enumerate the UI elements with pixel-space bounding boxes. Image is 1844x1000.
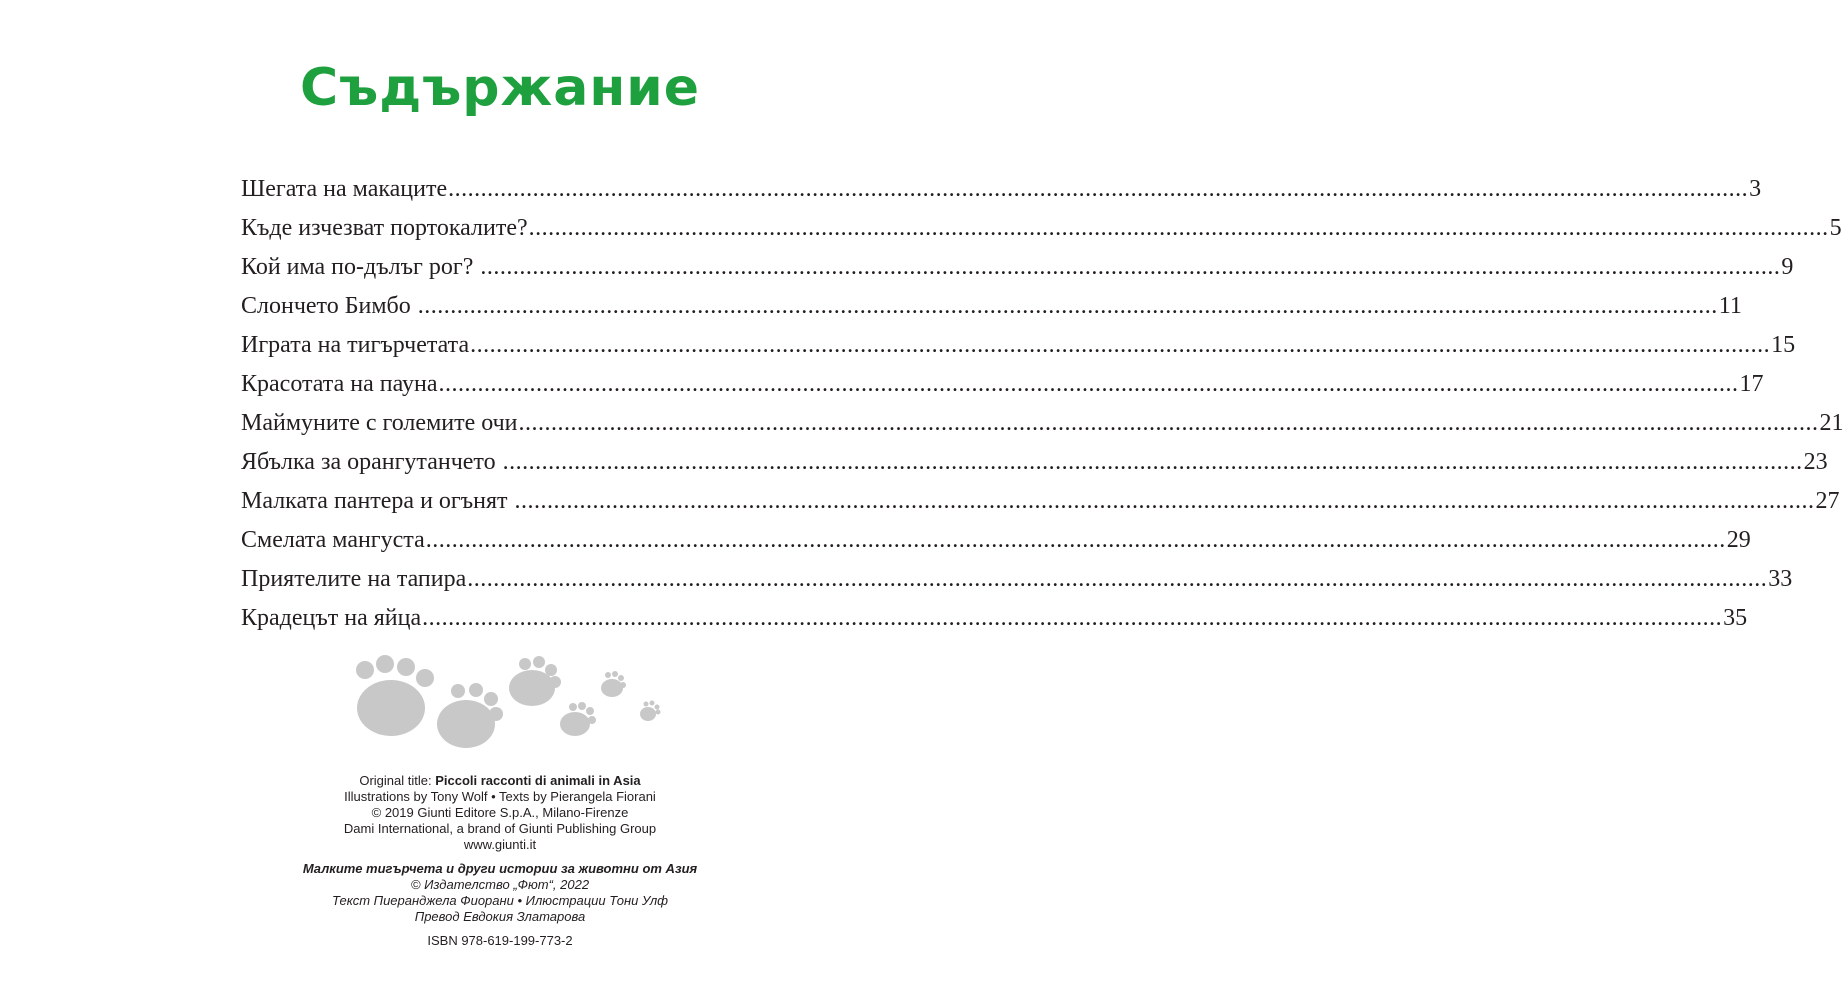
toc-entry <box>241 248 1794 287</box>
toc-entry-page: 21 <box>1819 410 1844 436</box>
toc-leader-dots: ........................................................................................................................................................................................................ <box>467 566 1768 592</box>
toc-leader-dots: ........................................................................................................................................................................................................ <box>470 332 1771 358</box>
toc-leader-dots: ........................................................................................................................................................................................................ <box>518 410 1819 436</box>
original-title-label: Original title: <box>359 773 436 788</box>
toc-entry <box>241 365 1764 404</box>
toc-entry-title: Ябълка за орангутанчето <box>241 449 502 475</box>
toc-entry-page: 5 <box>1829 215 1842 241</box>
page-title: Съдържание <box>300 58 700 118</box>
toc-entry <box>241 521 1751 560</box>
toc-leader-dots: ........................................................................................................................................................................................................ <box>448 176 1749 202</box>
toc-entry-page: 29 <box>1726 527 1751 553</box>
toc-entry <box>241 287 1742 326</box>
toc-entry <box>241 170 1762 209</box>
toc-entry <box>241 404 1844 443</box>
toc-entry-page: 35 <box>1723 605 1748 631</box>
toc-entry-page: 27 <box>1815 488 1840 514</box>
table-of-contents <box>241 170 1844 638</box>
toc-leader-dots: ........................................................................................................................................................................................................ <box>425 527 1726 553</box>
toc-entry-title: Слончето Бимбо <box>241 293 417 319</box>
toc-entry-page: 3 <box>1749 176 1762 202</box>
toc-entry-page: 23 <box>1803 449 1828 475</box>
toc-entry-title: Къде изчезват портокалите? <box>241 215 528 241</box>
illustrations-line: Illustrations by Tony Wolf • Texts by Pierangela Fiorani <box>344 789 656 804</box>
toc-entry-page: 9 <box>1781 254 1794 280</box>
toc-entry-page: 15 <box>1771 332 1796 358</box>
toc-entry <box>241 209 1842 248</box>
toc-entry <box>241 599 1748 638</box>
toc-entry <box>241 443 1828 482</box>
toc-entry-page: 33 <box>1768 566 1793 592</box>
toc-entry <box>241 560 1793 599</box>
toc-leader-dots: ........................................................................................................................................................................................................ <box>438 371 1739 397</box>
toc-entry-title: Смелата мангуста <box>241 527 425 553</box>
bg-publisher-line: © Издателство „Фют“, 2022 <box>410 877 590 892</box>
original-title: Piccoli racconti di animali in Asia <box>435 773 641 788</box>
toc-leader-dots: ........................................................................................................................................................................................................ <box>514 488 1815 514</box>
toc-entry-title: Малката пантера и огънят <box>241 488 514 514</box>
toc-entry-title: Маймуните с големите очи <box>241 410 518 436</box>
toc-entry <box>241 326 1796 365</box>
bg-translation-line: Превод Евдокия Златарова <box>414 909 586 924</box>
copyright-line: © 2019 Giunti Editore S.p.A., Milano-Firenze <box>371 805 629 820</box>
bg-authors-line: Текст Пиеранджела Фиорани • Илюстрации Тони Улф <box>331 893 669 908</box>
toc-entry-page: 17 <box>1739 371 1764 397</box>
toc-leader-dots: ........................................................................................................................................................................................................ <box>417 293 1718 319</box>
toc-entry-title: Кой има по-дълъг рог? <box>241 254 480 280</box>
toc-entry-page: 11 <box>1718 293 1742 319</box>
isbn-line: ISBN 978-619-199-773-2 <box>427 933 573 948</box>
credits <box>0 773 1000 949</box>
toc-leader-dots: ........................................................................................................................................................................................................ <box>502 449 1803 475</box>
toc-entry <box>241 482 1840 521</box>
website-line: www.giunti.it <box>463 837 537 852</box>
bg-title: Малките тигърчета и други истории за животни от Азия <box>302 861 698 876</box>
toc-leader-dots: ........................................................................................................................................................................................................ <box>528 215 1829 241</box>
toc-entry-title: Играта на тигърчетата <box>241 332 470 358</box>
toc-entry-title: Шегата на макаците <box>241 176 448 202</box>
toc-entry-title: Крадецът на яйца <box>241 605 422 631</box>
toc-entry-title: Приятелите на тапира <box>241 566 467 592</box>
brand-line: Dami International, a brand of Giunti Publishing Group <box>343 821 657 836</box>
original-title-line <box>0 773 1000 789</box>
toc-leader-dots: ........................................................................................................................................................................................................ <box>422 605 1723 631</box>
toc-leader-dots: ........................................................................................................................................................................................................ <box>480 254 1781 280</box>
bg-title-line <box>0 861 1000 877</box>
toc-entry-title: Красотата на пауна <box>241 371 438 397</box>
